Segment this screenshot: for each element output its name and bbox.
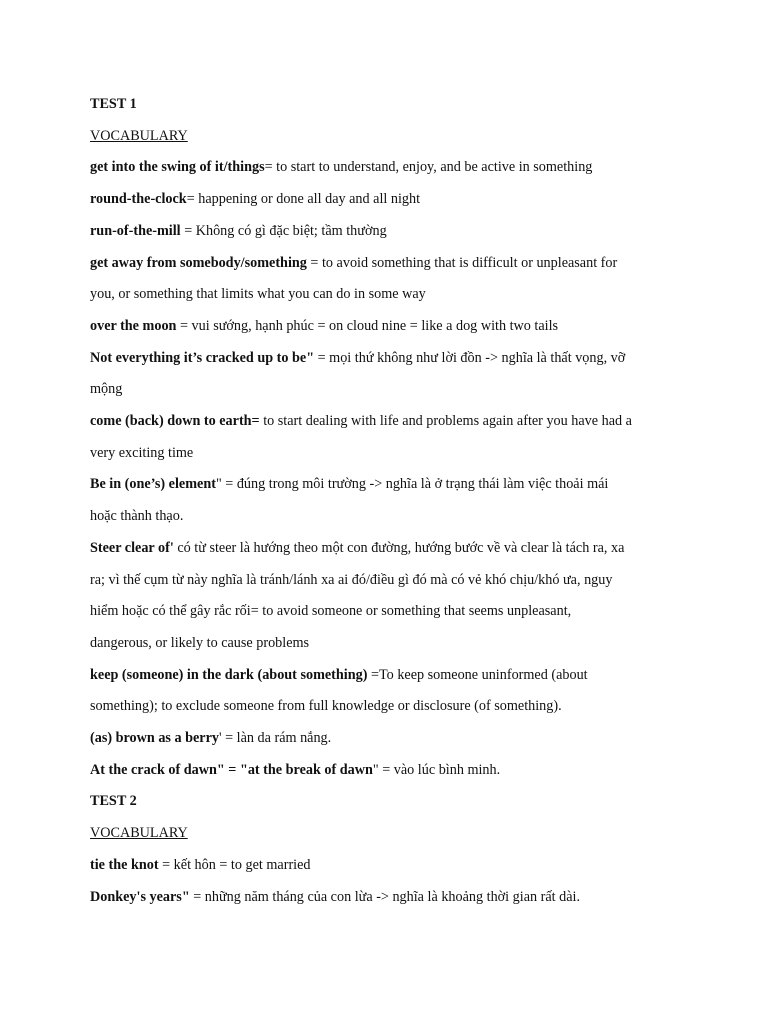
vocab-definition: ' = làn da rám nắng. (219, 730, 332, 747)
vocab-definition: = những năm tháng của con lừa -> nghĩa là khoảng thời gian rất dài. (189, 888, 581, 905)
vocab-term: At the crack of dawn" = "at the break of dawn (90, 761, 373, 778)
vocab-entry (90, 882, 635, 914)
vocab-term: get into the swing of it/things (90, 159, 265, 176)
vocab-term: round-the-clock (90, 191, 187, 208)
vocab-term: over the moon (90, 317, 177, 334)
vocab-term: tie the knot (90, 856, 159, 873)
vocab-term: (as) brown as a berry (90, 730, 219, 747)
vocab-definition: = to start to understand, enjoy, and be active in something (264, 159, 593, 176)
vocab-definition: = vui sướng, hạnh phúc = on cloud nine = like a dog with two tails (176, 317, 559, 334)
vocab-definition: " = đúng trong môi trường -> nghĩa là ở trạng thái làm việc thoải mái (215, 476, 609, 493)
vocab-entry (90, 660, 635, 692)
vocab-definition: =To keep someone uninformed (about (367, 666, 588, 683)
document-page (90, 89, 635, 913)
vocab-definition: to start dealing with life and problems again after you have had a (259, 413, 632, 430)
vocab-entry (90, 723, 635, 755)
vocab-definition: = kết hôn = to get married (158, 856, 311, 873)
vocab-entry (90, 469, 635, 501)
vocab-definition-continued: dangerous, or likely to cause problems (90, 634, 310, 651)
vocab-entry (90, 184, 635, 216)
vocab-entry (90, 850, 635, 882)
vocab-definition: = happening or done all day and all night (186, 191, 421, 208)
vocab-term: come (back) down to earth= (90, 413, 260, 430)
vocab-entry (90, 755, 635, 787)
vocab-definition: = to avoid something that is difficult or unpleasant for (306, 254, 618, 271)
vocab-term: get away from somebody/something (90, 254, 307, 271)
vocab-term: Be in (one’s) element (90, 476, 216, 493)
vocab-definition: có từ steer là hướng theo một con đường, hướng bước về và clear là tách ra, xa (173, 539, 625, 556)
test1-vocabulary-heading: VOCABULARY (90, 127, 188, 144)
vocab-entry (90, 406, 635, 438)
vocab-definition: = Không có gì đặc biệt; tầm thường (180, 222, 387, 239)
test2-vocabulary-heading: VOCABULARY (90, 825, 188, 842)
vocab-definition-continued: something); to exclude someone from full knowledge or disclosure (of something). (90, 698, 562, 715)
vocab-definition-continued: hiểm hoặc có thể gây rắc rối= to avoid someone or something that seems unpleasant, (90, 603, 572, 620)
vocab-definition: = mọi thứ không như lời đồn -> nghĩa là thất vọng, vỡ (314, 349, 626, 366)
vocab-term: Steer clear of' (90, 539, 174, 556)
vocab-entry (90, 533, 635, 565)
test1-heading: TEST 1 (90, 96, 137, 112)
vocab-term: run-of-the-mill (90, 222, 181, 239)
vocab-entry (90, 216, 635, 248)
vocab-entry (90, 152, 635, 184)
vocab-definition-continued: very exciting time (90, 444, 194, 461)
vocab-definition-continued: mộng (90, 381, 123, 398)
vocab-definition: " = vào lúc bình minh. (372, 761, 501, 778)
test2-heading: TEST 2 (90, 793, 137, 810)
vocab-term: Not everything it’s cracked up to be" (90, 349, 315, 366)
vocab-term: Donkey's years" (90, 888, 190, 905)
vocab-entry (90, 311, 635, 343)
vocab-term: keep (someone) in the dark (about something) (90, 666, 368, 683)
vocab-entry (90, 248, 635, 280)
vocab-entry (90, 343, 635, 375)
vocab-definition-continued: ra; vì thế cụm từ này nghĩa là tránh/lánh xa ai đó/điều gì đó mà có vẻ khó chịu/khó ưa, nguy (90, 571, 613, 588)
vocab-definition-continued: hoặc thành thạo. (90, 508, 184, 525)
vocab-definition-continued: you, or something that limits what you can do in some way (90, 286, 426, 303)
